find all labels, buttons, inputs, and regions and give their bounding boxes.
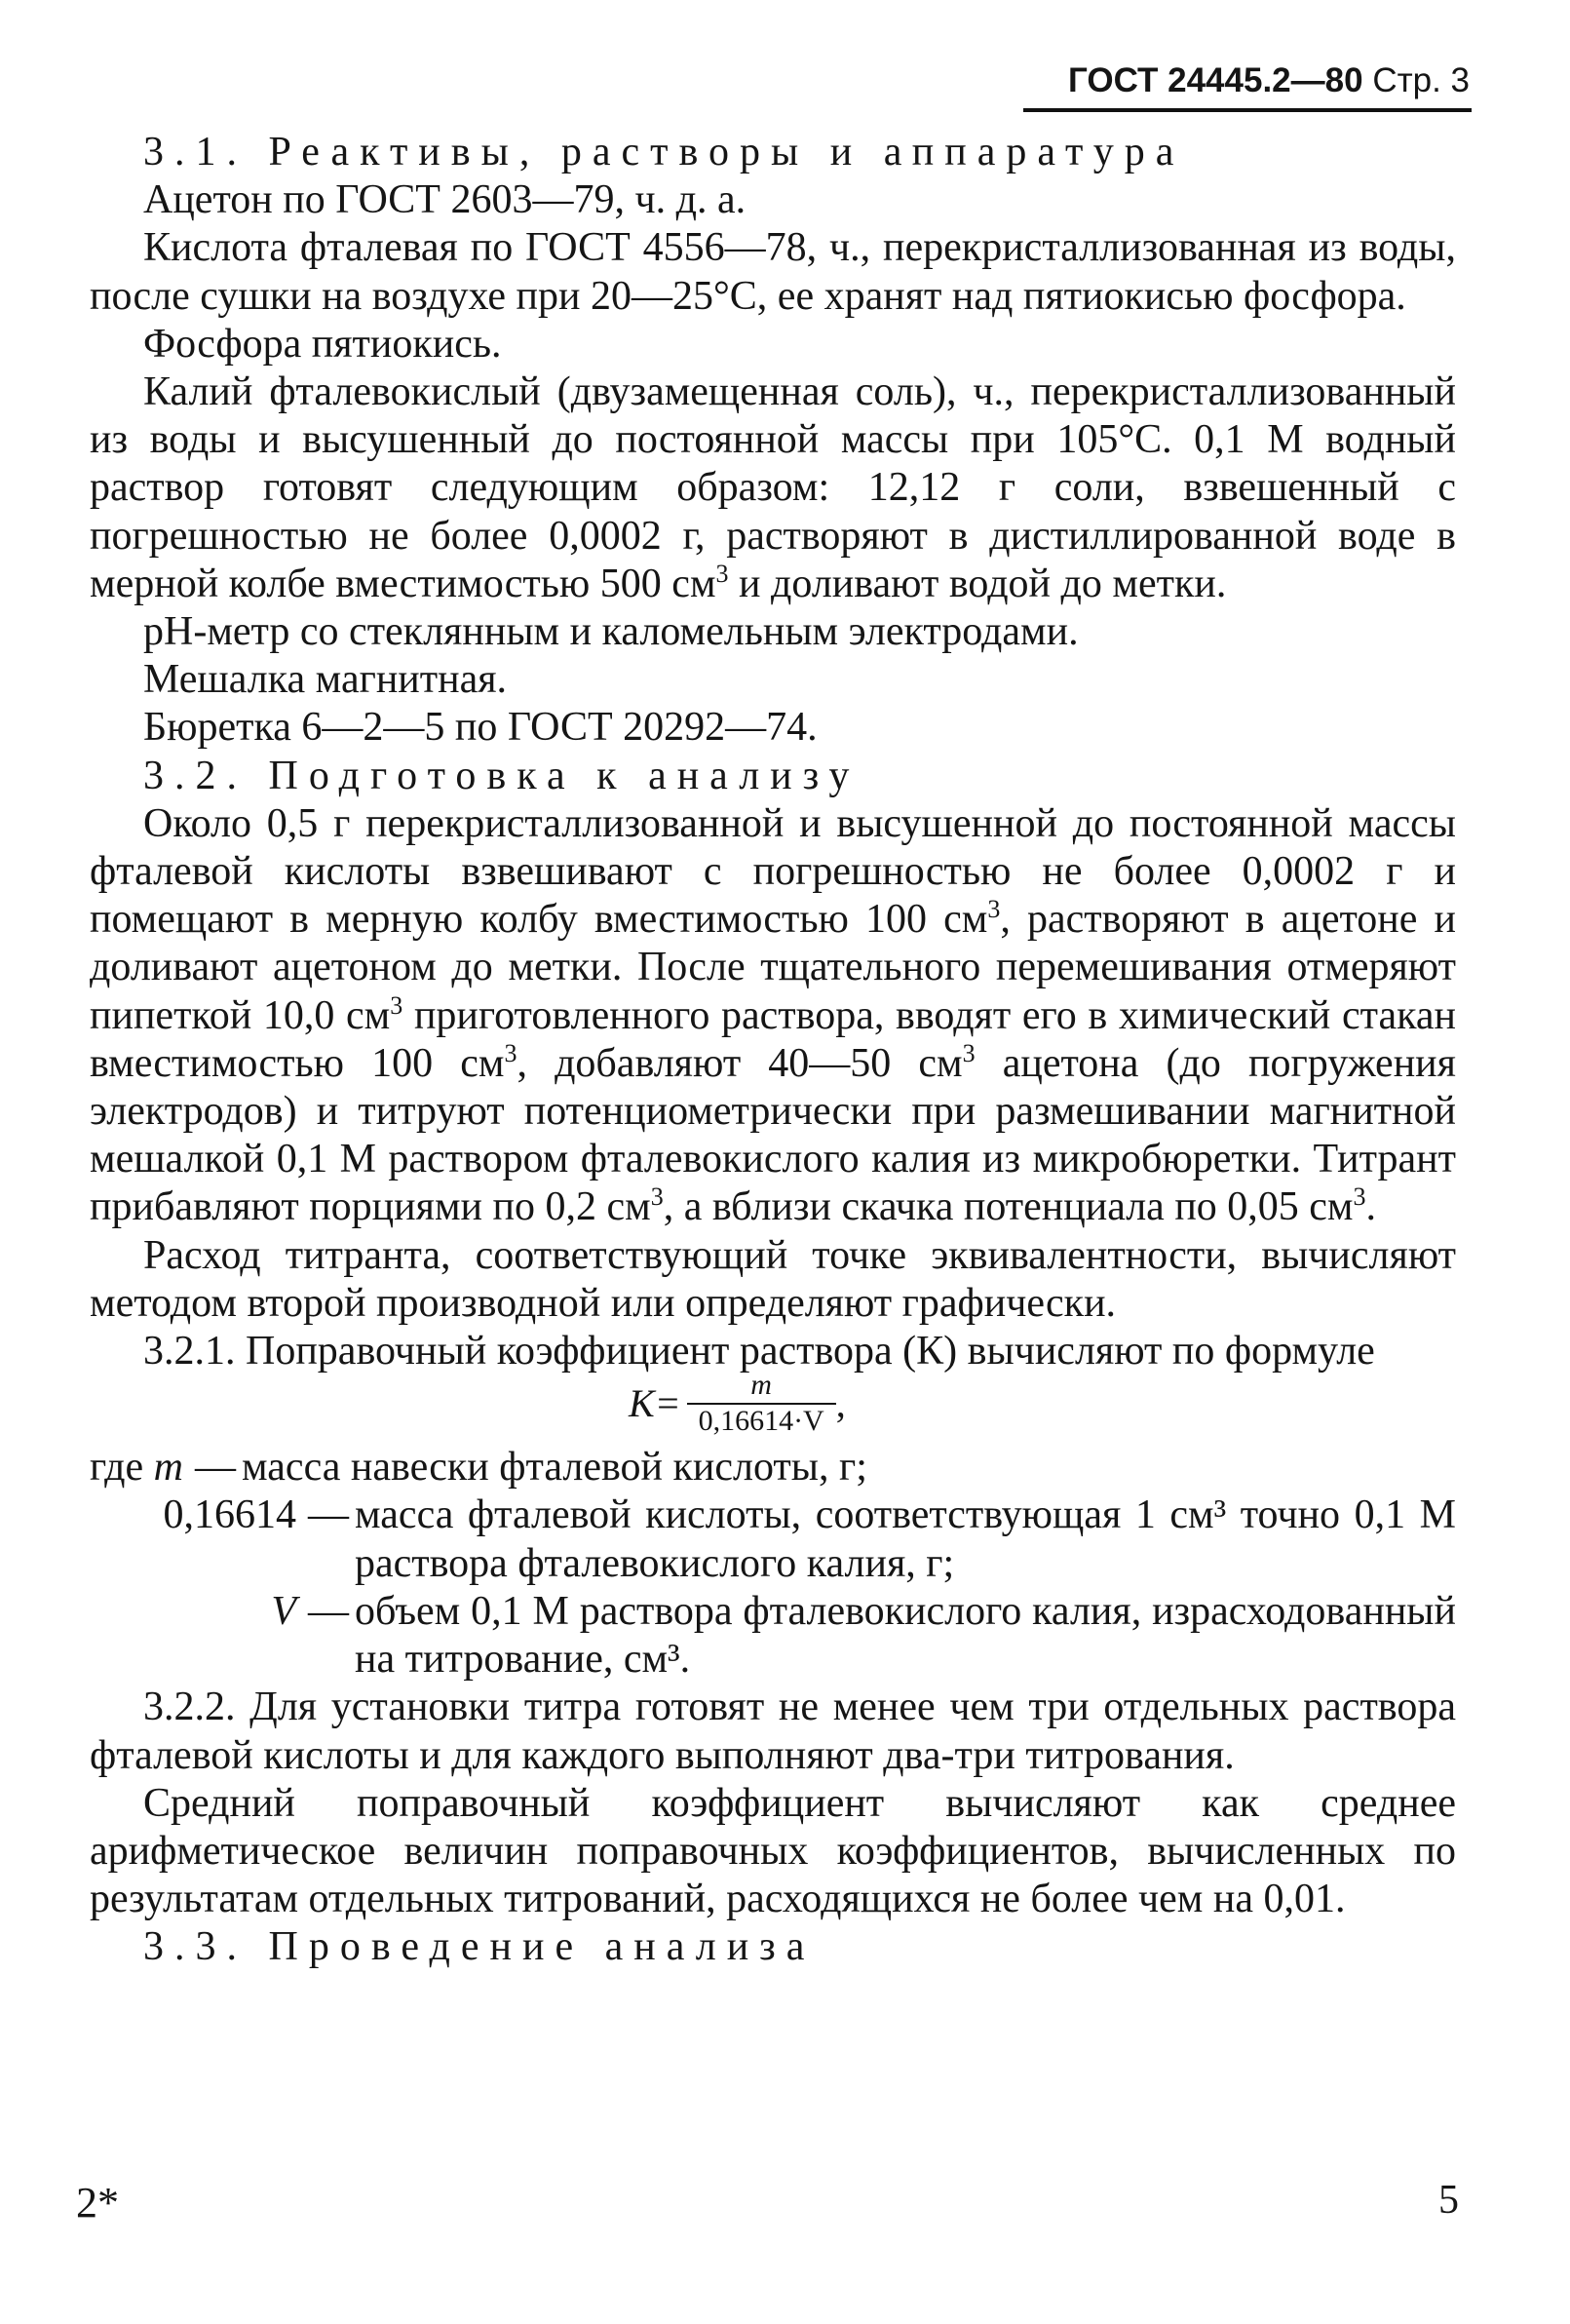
formula xyxy=(629,1370,846,1437)
formula-denominator: 0,16614·V xyxy=(687,1403,836,1437)
potassium-text-b: и доливают водой до метки. xyxy=(728,561,1227,606)
superscript: 3 xyxy=(962,1038,976,1067)
reagent-potassium-phthalate xyxy=(90,368,1456,608)
reagent-acetone: Ацетон по ГОСТ 2603—79, ч. д. а. xyxy=(143,177,747,223)
page-header xyxy=(1004,55,1470,107)
section-3-2-heading: 3.2. Подготовка к анализу xyxy=(143,753,861,798)
document-body xyxy=(90,129,1456,1972)
definition-term: m xyxy=(153,1445,183,1491)
where-word: где xyxy=(90,1445,144,1491)
definition-term: V xyxy=(271,1588,296,1634)
superscript: 3 xyxy=(390,990,403,1020)
definition-dash: — xyxy=(308,1588,349,1634)
prep-text: Около 0,5 г перекристаллизованной и высушенной до постоянной массы фталевой кислоты взвешивают с погрешностью не более 0,0002 г и помещают в мерную колбу вместимостью 100 см xyxy=(90,800,1456,943)
average-coefficient: Средний поправочный коэффициент вычисляют как среднее арифметическое величин поправочных коэффициентов, вычисленных по результатам отдельных титрований, расходящихся не более чем на 0,01. xyxy=(90,1780,1456,1922)
superscript: 3 xyxy=(715,559,729,588)
superscript: 3 xyxy=(650,1182,664,1212)
formula-fraction xyxy=(687,1370,836,1437)
reagent-phthalic-acid: Кислота фталевая по ГОСТ 4556—78, ч., перекристаллизованная из воды, после сушки на воздухе при 20—25°С, ее хранят над пятиокисью фосфора. xyxy=(90,225,1456,319)
correction-factor-formula xyxy=(90,1369,1456,1444)
header-rule xyxy=(1023,108,1472,112)
definition-where xyxy=(90,1444,195,1491)
superscript: 3 xyxy=(1353,1182,1366,1212)
section-3-3-heading: 3.3. Проведение анализа xyxy=(143,1924,816,1970)
formula-tail: , xyxy=(835,1381,846,1426)
definition-description: масса фталевой кислоты, соответствующая 1 см³ точно 0,1 М раствора фталевокислого калия, г; xyxy=(355,1492,1456,1586)
definition-row xyxy=(90,1588,1456,1684)
formula-numerator: m xyxy=(750,1369,772,1402)
superscript: 3 xyxy=(504,1038,517,1067)
page-number: 5 xyxy=(1438,2178,1459,2223)
definition-row xyxy=(90,1444,1456,1491)
superscript: 3 xyxy=(987,895,1001,924)
definition-dash: — xyxy=(308,1492,349,1538)
section-3-1-heading: 3.1. Реактивы, растворы и аппаратура xyxy=(143,130,1185,174)
definition-description: объем 0,1 М раствора фталевокислого калия, израсходованный на титрование, см³. xyxy=(355,1588,1456,1683)
section-3-2-2: 3.2.2. Для установки титра готовят не менее чем три отдельных раствора фталевой кислоты и для каждого выполняют два-три титрования. xyxy=(90,1685,1456,1778)
signature-mark: 2* xyxy=(76,2179,119,2227)
section-3-2-1-intro: 3.2.1. Поправочный коэффициент раствора (К) вычисляют по формуле xyxy=(143,1329,1375,1375)
prep-text: , добавляют 40—50 см xyxy=(517,1040,963,1086)
prep-text: приготовленного раствора, вводят его в химический стакан вместимостью 100 см xyxy=(90,992,1456,1086)
definition-dash: — xyxy=(195,1445,236,1491)
apparatus-stirrer: Мешалка магнитная. xyxy=(143,657,508,703)
prep-text: ацетона (до погружения электродов) и титруют потенциометрически при размешивании магнитной мешалкой 0,1 М раствором фталевокислого калия из микробюретки. Титрант прибавляют порциями по 0,2 см xyxy=(90,1040,1456,1230)
gost-number: ГОСТ 24445.2—80 xyxy=(1068,61,1363,99)
prep-text: . xyxy=(1365,1184,1377,1230)
apparatus-ph-meter: рН-метр со стеклянным и каломельным электродами. xyxy=(143,609,1079,655)
apparatus-burette: Бюретка 6—2—5 по ГОСТ 20292—74. xyxy=(143,705,818,751)
header-page-label: Стр. 3 xyxy=(1372,61,1470,99)
prep-text: , а вблизи скачка потенциала по 0,05 см xyxy=(663,1184,1354,1230)
potassium-text-a: Калий фталевокислый (двузамещенная соль), ч., перекристаллизованный из воды и высушенный до постоянной массы при 105°С. 0,1 М водный раствор готовят следующим образом: 12,12 г соли, взвешенный с погрешностью не более 0,0002 г, растворяют в дистиллированной воде в мерной колбе вместимостью 500 см xyxy=(90,369,1456,606)
prep-text: , растворяют в ацетоне и доливают ацетоном до метки. После тщательного перемешивания отмеряют пипеткой 10,0 см xyxy=(90,897,1456,1038)
definition-row xyxy=(90,1491,1456,1587)
definition-term: 0,16614 xyxy=(163,1492,296,1538)
definition-description: масса навески фталевой кислоты, г; xyxy=(242,1445,867,1491)
reagent-phosphorus-pentoxide: Фосфора пятиокись. xyxy=(143,321,502,367)
titrant-consumption: Расход титранта, соответствующий точке эквивалентности, вычисляют методом второй производной или определяют графически. xyxy=(90,1232,1456,1326)
preparation-paragraph xyxy=(90,800,1456,1232)
formula-lhs: К= xyxy=(629,1381,681,1426)
